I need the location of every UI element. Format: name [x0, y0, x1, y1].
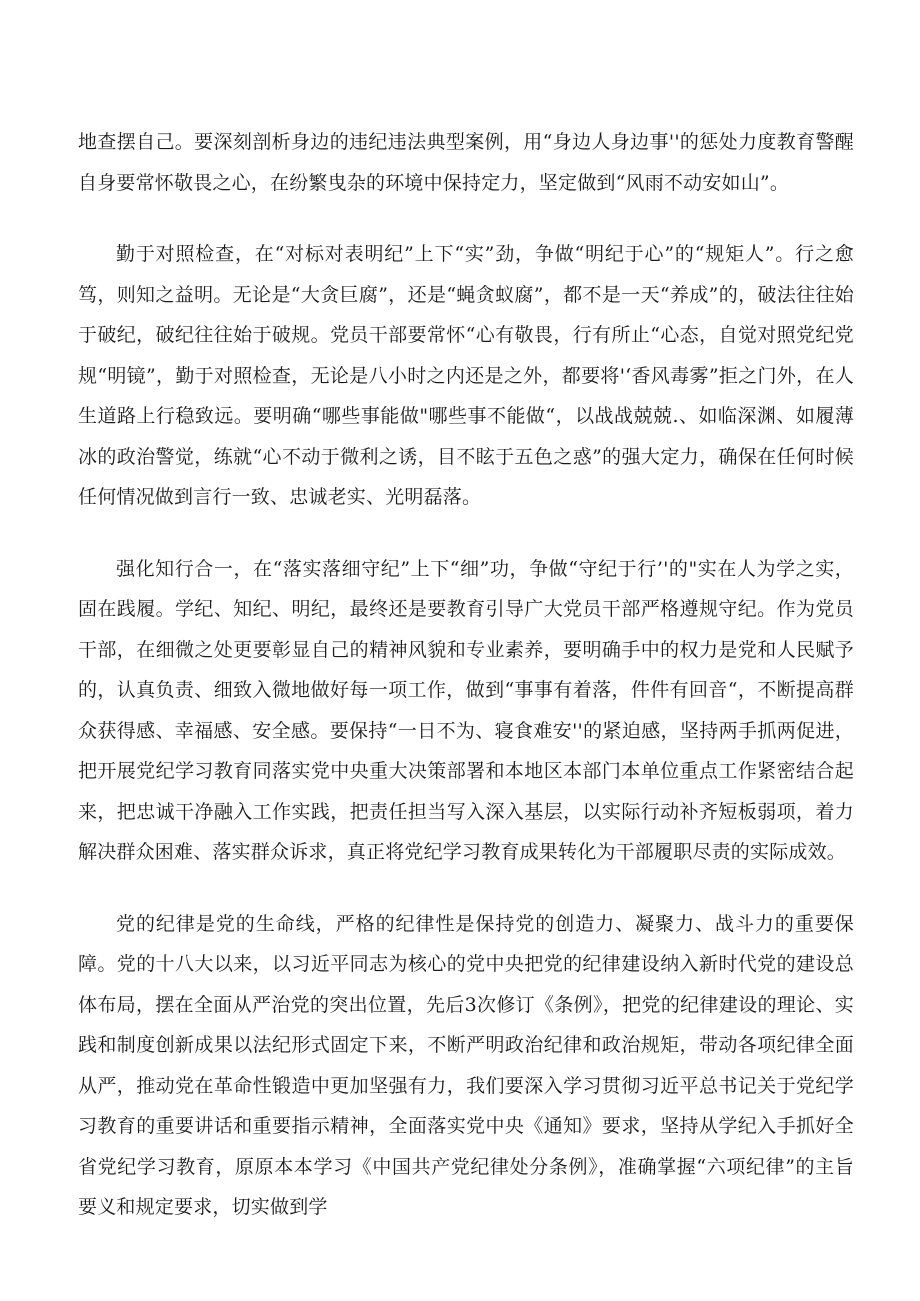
paragraph-1: 地查摆自己。要深刻剖析身边的违纪违法典型案例，用“身边人身边事''的惩处力度教育警醒自身要常怀敬畏之心，在纷繁曳杂的环境中保持定力，坚定做到“风雨不动安如山”。	[78, 131, 854, 194]
paragraph-4: 党的纪律是党的生命线，严格的纪律性是保持党的创造力、凝聚力、战斗力的重要保障。党的十八大以来，以习近平同志为核心的党中央把党的纪律建设纳入新时代党的建设总体布局，摆在全面从严治党的突出位置，先后3次修订《条例》，把党的纪律建设的理论、实践和制度创新成果以法纪形式固定下来，不断严明政治纪律和政治规矩，带动各项纪律全面从严，推动党在革命性锻造中更加坚强有力，我们要深入学习贯彻习近平总书记关于党纪学习教育的重要讲话和重要指示精神，全面落实党中央《通知》要求，坚持从学纪入手抓好全省党纪学习教育，原原本本学习《中国共产党纪律处分条例》，准确掌握“六项纪律”的主旨要义和规定要求，切实做到学	[78, 912, 854, 1218]
document-page	[78, 122, 854, 1228]
paragraph-2: 勤于对照检查，在“对标对表明纪”上下“实”劲，争做“明纪于心”的“规矩人”。行之愈笃，则知之益明。无论是“大贪巨腐”，还是“蝇贪蚁腐”，都不是一天“养成”的，破法往往始于破纪，破纪往往始于破规。党员干部要常怀“心有敬畏，行有所止“心态，自觉对照党纪党规“明镜”，勤于对照检查，无论是八小时之内还是之外，都要将'‘香风毒雾”拒之门外，在人生道路上行稳致远。要明确“哪些事能做"哪些事不能做“，以战战兢兢.、如临深渊、如履薄冰的政治警觉，练就“心不动于微利之诱，目不眩于五色之惑”的强大定力，确保在任何时候任何情况做到言行一致、忠诚老实、光明磊落。	[78, 243, 854, 508]
paragraph-3: 强化知行合一，在“落实落细守纪”上下“细”功，争做“守纪于行’'的"实在人为学之实，固在践履。学纪、知纪、明纪，最终还是要教育引导广大党员干部严格遵规守纪。作为党员干部，在细微之处更要彰显自己的精神风貌和专业素养，要明确手中的权力是党和人民赋予的，认真负责、细致入微地做好每一项工作，做到“事事有着落，件件有回音“，不断提高群众获得感、幸福感、安全感。要保持“一日不为、寝食难安''的紧迫感，坚持两手抓两促进，把开展党纪学习教育同落实党中央重大决策部署和本地区本部门本单位重点工作紧密结合起来，把忠诚干净融入工作实践，把责任担当写入深入基层，以实际行动补齐短板弱项，着力解决群众困难、落实群众诉求，真正将党纪学习教育成果转化为干部履职尽责的实际成效。	[78, 557, 854, 863]
